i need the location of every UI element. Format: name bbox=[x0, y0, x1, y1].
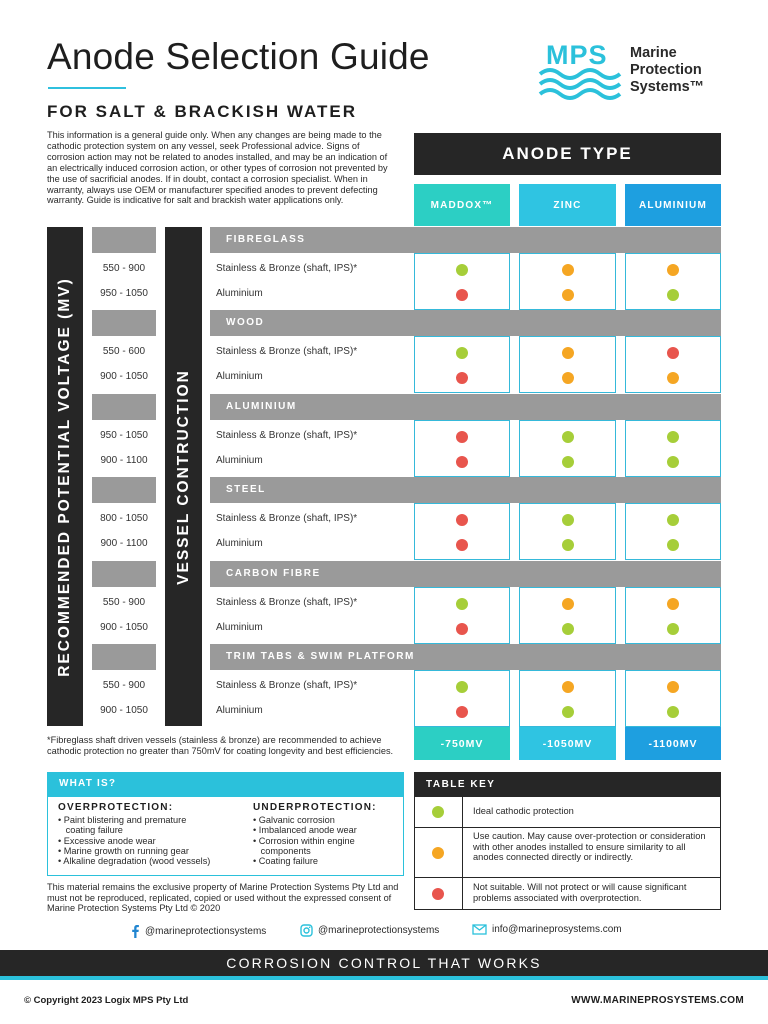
red-rating-dot-icon bbox=[667, 347, 679, 359]
overprotection-title: OVERPROTECTION: bbox=[58, 802, 174, 813]
voltage-range: 550 - 900 bbox=[102, 597, 146, 608]
overprotection-list bbox=[58, 815, 238, 866]
rating-cell bbox=[519, 420, 616, 477]
rating-cell bbox=[625, 336, 721, 393]
logo-line-3: Systems™ bbox=[630, 79, 705, 95]
material-label: Stainless & Bronze (shaft, IPS)* bbox=[216, 346, 358, 357]
material-label: Stainless & Bronze (shaft, IPS)* bbox=[216, 513, 358, 524]
green-rating-dot-icon bbox=[667, 539, 679, 551]
key-row-red bbox=[414, 878, 721, 910]
material-label: Aluminium bbox=[216, 288, 263, 299]
key-text: Use caution. May cause over-protection or consideration with other anodes installed to ensure similarity to all anodes connected directly or indirectly. bbox=[473, 831, 706, 863]
table-key-heading: TABLE KEY bbox=[414, 772, 721, 797]
green-rating-dot-icon bbox=[456, 681, 468, 693]
list-item: • Coating failure bbox=[253, 856, 319, 867]
green-dot-icon bbox=[432, 806, 444, 818]
rating-cell bbox=[625, 253, 721, 310]
vessel-axis-label: VESSEL CONTRUCTION bbox=[174, 368, 192, 585]
title-underline bbox=[48, 87, 126, 89]
list-item: • Excessive anode wear bbox=[58, 835, 156, 846]
page-subtitle: FOR SALT & BRACKISH WATER bbox=[47, 102, 358, 121]
rating-cell bbox=[519, 336, 616, 393]
orange-rating-dot-icon bbox=[562, 289, 574, 301]
facebook-link[interactable] bbox=[130, 924, 266, 938]
column-voltage-footer: -750MV bbox=[414, 727, 510, 760]
website-link[interactable]: WWW.MARINEPROSYSTEMS.COM bbox=[571, 995, 744, 1006]
list-item: • Imbalanced anode wear bbox=[253, 825, 357, 836]
voltage-range: 950 - 1050 bbox=[100, 430, 148, 441]
voltage-range: 900 - 1050 bbox=[100, 371, 148, 382]
green-rating-dot-icon bbox=[667, 431, 679, 443]
rating-cell bbox=[414, 336, 510, 393]
underprotection-title: UNDERPROTECTION: bbox=[253, 802, 377, 813]
list-item: • Alkaline degradation (wood vessels) bbox=[58, 856, 211, 867]
overprotection-column bbox=[58, 802, 238, 866]
rating-cell bbox=[625, 503, 721, 560]
rating-cell bbox=[519, 670, 616, 727]
voltage-range: 550 - 900 bbox=[102, 263, 146, 274]
rating-cell bbox=[519, 587, 616, 644]
underprotection-column bbox=[253, 802, 398, 866]
legal-notice: This material remains the exclusive property of Marine Protection Systems Pty Ltd and must not be reproduced, replicated, copied or used without the expressed consent of Marine Protection Systems Pty Ltd © 2020 bbox=[47, 882, 399, 913]
key-row-green bbox=[414, 797, 721, 828]
green-rating-dot-icon bbox=[667, 289, 679, 301]
red-rating-dot-icon bbox=[456, 514, 468, 526]
orange-rating-dot-icon bbox=[562, 347, 574, 359]
orange-rating-dot-icon bbox=[667, 372, 679, 384]
material-label: Stainless & Bronze (shaft, IPS)* bbox=[216, 430, 358, 441]
key-text: Ideal cathodic protection bbox=[473, 806, 574, 816]
voltage-axis-bar bbox=[47, 227, 83, 726]
logo-wordmark bbox=[630, 45, 704, 96]
anode-type-header: ANODE TYPE bbox=[414, 133, 721, 175]
rating-cell bbox=[519, 503, 616, 560]
red-rating-dot-icon bbox=[456, 623, 468, 635]
section-header: CARBON FIBRE bbox=[210, 561, 721, 587]
instagram-link[interactable] bbox=[300, 924, 439, 937]
orange-rating-dot-icon bbox=[667, 264, 679, 276]
list-item: components bbox=[253, 845, 311, 856]
green-rating-dot-icon bbox=[562, 706, 574, 718]
material-label: Stainless & Bronze (shaft, IPS)* bbox=[216, 597, 358, 608]
material-label: Aluminium bbox=[216, 622, 263, 633]
material-label: Stainless & Bronze (shaft, IPS)* bbox=[216, 263, 358, 274]
list-item: • Marine growth on running gear bbox=[58, 845, 189, 856]
red-rating-dot-icon bbox=[456, 456, 468, 468]
green-rating-dot-icon bbox=[562, 623, 574, 635]
voltage-range: 550 - 900 bbox=[102, 680, 146, 691]
voltage-range: 900 - 1100 bbox=[100, 455, 148, 466]
rating-cell bbox=[625, 587, 721, 644]
red-rating-dot-icon bbox=[456, 539, 468, 551]
material-label: Aluminium bbox=[216, 538, 263, 549]
what-is-box bbox=[47, 796, 404, 876]
section-spacer bbox=[92, 310, 156, 336]
material-label: Aluminium bbox=[216, 371, 263, 382]
key-text: Not suitable. Will not protect or will cause significant problems associated with overprotection. bbox=[473, 882, 687, 903]
green-rating-dot-icon bbox=[667, 706, 679, 718]
intro-text: This information is a general guide only. When any changes are being made to the cathodic protection system on any vessel, seek Professional advice. Signs of corrosion action may not be related to anodes installed, and may be an indication of an electrically induced corrosion action, or other types of corrosion not prevented by the use of sacrificial anodes. If in doubt, contact a corrosion specialist. When in warranty, always use OEM or manufacturer specified anodes to prevent defecting warranty. Guide is indicative for salt and brackish water applications only. bbox=[47, 130, 388, 206]
key-row-orange bbox=[414, 828, 721, 878]
email-link[interactable] bbox=[472, 924, 622, 935]
green-rating-dot-icon bbox=[562, 456, 574, 468]
rating-cell bbox=[414, 587, 510, 644]
green-rating-dot-icon bbox=[667, 514, 679, 526]
logo-line-1: Marine bbox=[630, 45, 677, 61]
section-header: FIBREGLASS bbox=[210, 227, 721, 253]
voltage-range: 550 - 600 bbox=[102, 346, 146, 357]
green-rating-dot-icon bbox=[456, 347, 468, 359]
underprotection-list bbox=[253, 815, 398, 866]
column-voltage-footer: -1100MV bbox=[625, 727, 721, 760]
rating-cell bbox=[414, 670, 510, 727]
section-header: WOOD bbox=[210, 310, 721, 336]
rating-cell bbox=[625, 670, 721, 727]
orange-rating-dot-icon bbox=[667, 681, 679, 693]
orange-rating-dot-icon bbox=[667, 598, 679, 610]
rating-cell bbox=[625, 420, 721, 477]
what-is-heading: WHAT IS? bbox=[47, 772, 404, 796]
list-item: • Paint blistering and premature bbox=[58, 815, 187, 825]
orange-dot-icon bbox=[432, 847, 444, 859]
material-label: Stainless & Bronze (shaft, IPS)* bbox=[216, 680, 358, 691]
banner-accent-line bbox=[0, 976, 768, 980]
page-title: Anode Selection Guide bbox=[47, 36, 430, 77]
list-item: coating failure bbox=[58, 825, 123, 836]
orange-rating-dot-icon bbox=[562, 681, 574, 693]
green-rating-dot-icon bbox=[667, 623, 679, 635]
email-address: info@marineprosystems.com bbox=[492, 924, 622, 935]
orange-rating-dot-icon bbox=[562, 598, 574, 610]
red-rating-dot-icon bbox=[456, 372, 468, 384]
logo-line-2: Protection bbox=[630, 62, 702, 78]
red-rating-dot-icon bbox=[456, 706, 468, 718]
voltage-range: 800 - 1050 bbox=[100, 513, 148, 524]
rating-cell bbox=[414, 503, 510, 560]
section-header: STEEL bbox=[210, 477, 721, 503]
section-spacer bbox=[92, 227, 156, 253]
column-header-2: ALUMINIUM bbox=[625, 184, 721, 226]
copyright: © Copyright 2023 Logix MPS Pty Ltd bbox=[24, 995, 189, 1006]
instagram-handle: @marineprotectionsystems bbox=[318, 925, 440, 936]
facebook-handle: @marineprotectionsystems bbox=[145, 925, 267, 937]
column-header-0: MADDOX™ bbox=[414, 184, 510, 226]
list-item: • Corrosion within engine bbox=[253, 835, 355, 846]
orange-rating-dot-icon bbox=[562, 372, 574, 384]
column-header-1: ZINC bbox=[519, 184, 616, 226]
red-rating-dot-icon bbox=[456, 431, 468, 443]
section-header: TRIM TABS & SWIM PLATFORM bbox=[210, 644, 721, 670]
instagram-icon bbox=[300, 924, 313, 937]
orange-rating-dot-icon bbox=[562, 264, 574, 276]
material-label: Aluminium bbox=[216, 455, 263, 466]
green-rating-dot-icon bbox=[562, 514, 574, 526]
section-header: ALUMINIUM bbox=[210, 394, 721, 420]
voltage-range: 950 - 1050 bbox=[100, 288, 148, 299]
section-spacer bbox=[92, 644, 156, 670]
voltage-range: 900 - 1050 bbox=[100, 705, 148, 716]
column-voltage-footer: -1050MV bbox=[519, 727, 616, 760]
red-dot-icon bbox=[432, 888, 444, 900]
green-rating-dot-icon bbox=[562, 539, 574, 551]
green-rating-dot-icon bbox=[667, 456, 679, 468]
rating-cell bbox=[414, 253, 510, 310]
list-item: • Galvanic corrosion bbox=[253, 815, 335, 825]
voltage-axis-label: RECOMMENDED POTENTIAL VOLTAGE (MV) bbox=[56, 276, 73, 677]
green-rating-dot-icon bbox=[456, 264, 468, 276]
green-rating-dot-icon bbox=[562, 431, 574, 443]
material-label: Aluminium bbox=[216, 705, 263, 716]
section-spacer bbox=[92, 394, 156, 420]
email-icon bbox=[472, 924, 487, 935]
footnote: *Fibreglass shaft driven vessels (stainless & bronze) are recommended to achieve cathodic protection no greater than 750mV for coating longevity and best efficiencies. bbox=[47, 735, 394, 756]
voltage-range: 900 - 1100 bbox=[100, 538, 148, 549]
rating-cell bbox=[414, 420, 510, 477]
green-rating-dot-icon bbox=[456, 598, 468, 610]
rating-cell bbox=[519, 253, 616, 310]
vessel-axis-bar bbox=[165, 227, 202, 726]
voltage-range: 900 - 1050 bbox=[100, 622, 148, 633]
section-spacer bbox=[92, 477, 156, 503]
section-spacer bbox=[92, 561, 156, 587]
tagline-banner: CORROSION CONTROL THAT WORKS bbox=[0, 950, 768, 976]
logo-mark: MPS bbox=[546, 40, 608, 70]
red-rating-dot-icon bbox=[456, 289, 468, 301]
facebook-icon bbox=[130, 924, 140, 938]
